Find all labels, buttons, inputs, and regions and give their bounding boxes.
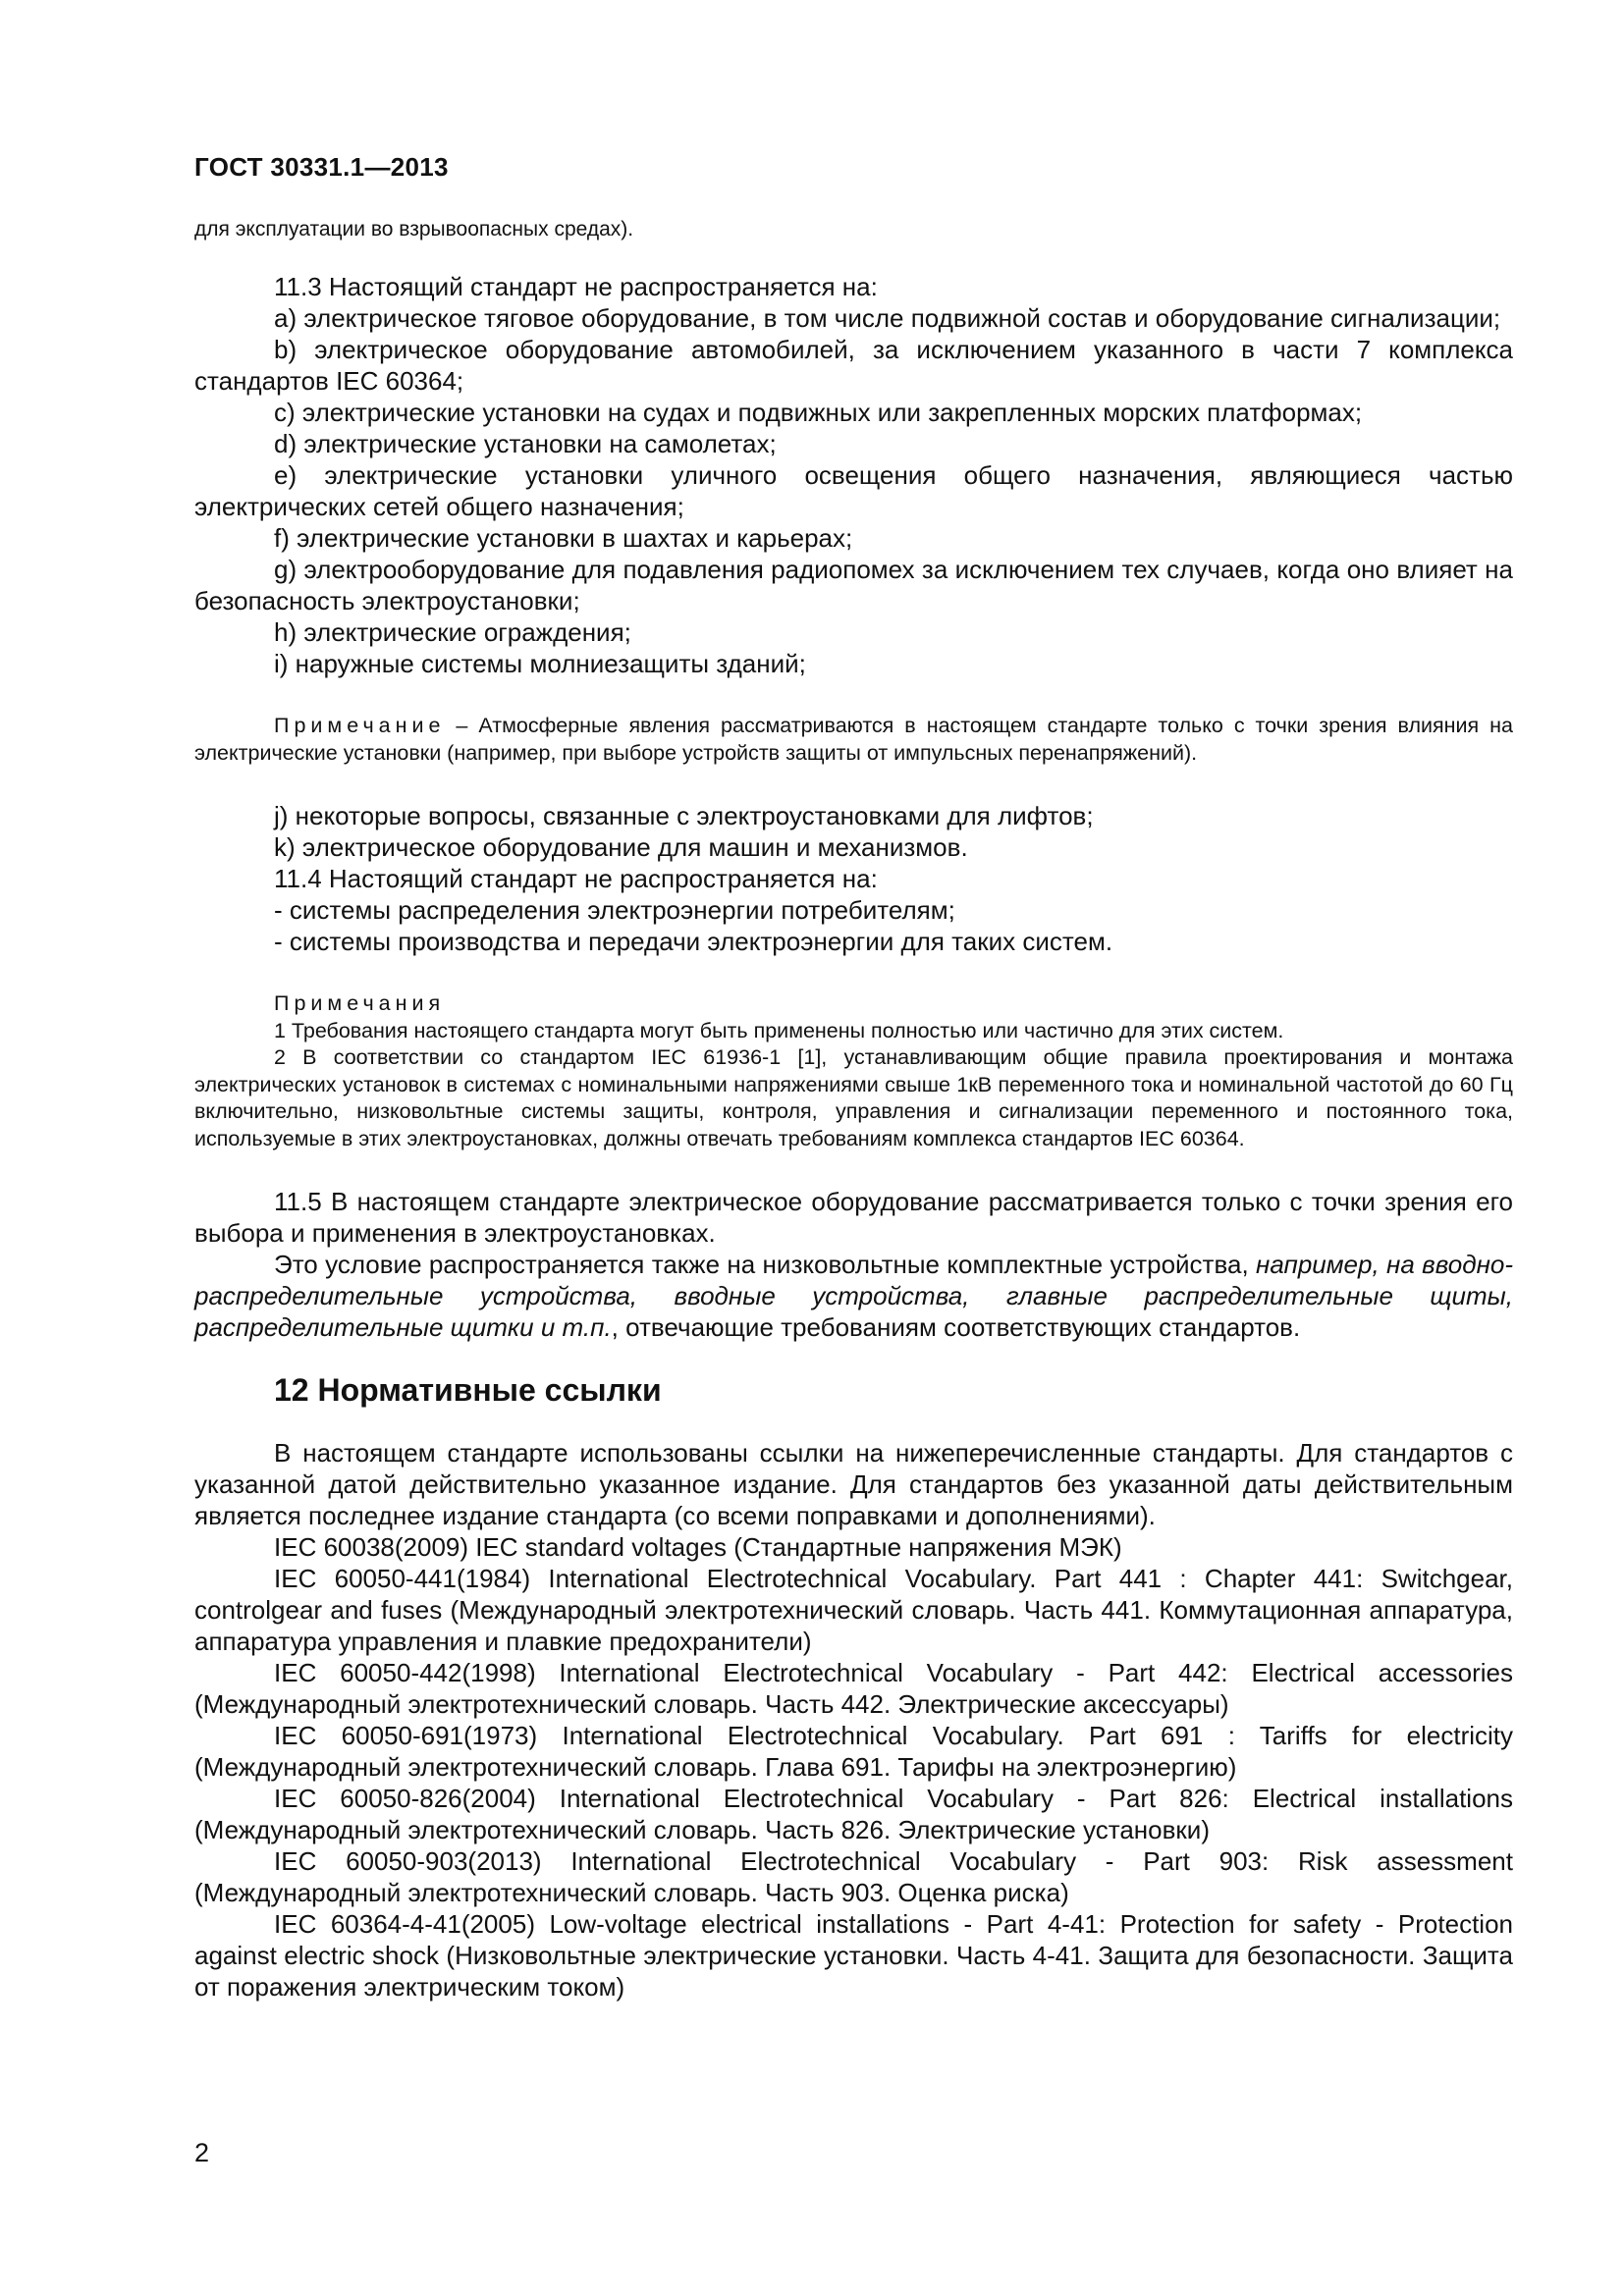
reference-item: IEC 60050-691(1973) International Electrotechnical Vocabulary. Part 691 : Tariffs for electricity (Международный электротехнический словарь. Глава 691. Тарифы на электроэнергию) bbox=[194, 1721, 1513, 1782]
note-text: – Атмосферные явления рассматриваются в настоящем стандарте только с точки зрения влияния на электрические установки (например, при выборе устройств защиты от импульсных перенапряжений). bbox=[194, 714, 1513, 765]
reference-item: IEC 60038(2009) IEC standard voltages (Стандартные напряжения МЭК) bbox=[274, 1532, 1122, 1562]
list-item: - системы производства и передачи электроэнергии для таких систем. bbox=[274, 927, 1113, 956]
note-label: Примечание bbox=[274, 714, 446, 737]
list-item: f) электрические установки в шахтах и карьерах; bbox=[274, 523, 853, 553]
reference-item: IEC 60050-903(2013) International Electrotechnical Vocabulary - Part 903: Risk assessment (Международный электротехнический словарь. Часть 903. Оценка риска) bbox=[194, 1846, 1513, 1907]
list-item: e) электрические установки уличного освещения общего назначения, являющиеся частью электрических сетей общего назначения; bbox=[194, 460, 1513, 521]
list-item: b) электрическое оборудование автомобилей, за исключением указанного в части 7 комплекса стандартов IEC 60364; bbox=[194, 335, 1513, 396]
list-item: h) электрические ограждения; bbox=[274, 617, 631, 647]
notes-label: Примечания bbox=[274, 991, 446, 1015]
section-12-title: 12 Нормативные ссылки bbox=[274, 1372, 662, 1408]
lead-fragment: для эксплуатации во взрывоопасных средах). bbox=[194, 218, 634, 240]
list-item: c) электрические установки на судах и подвижных или закрепленных морских платформах; bbox=[274, 398, 1363, 427]
list-item: i) наружные системы молниезащиты зданий; bbox=[274, 649, 806, 678]
page-body bbox=[194, 216, 1513, 2002]
list-item: d) электрические установки на самолетах; bbox=[274, 429, 777, 458]
document-code-header: ГОСТ 30331.1—2013 bbox=[194, 152, 449, 182]
reference-item: IEC 60050-441(1984) International Electrotechnical Vocabulary. Part 441 : Chapter 441: Switchgear, controlgear and fuses (Международный электротехнический словарь. Часть 441. Коммутационная аппаратура, аппаратура управления и плавкие предохранители) bbox=[194, 1564, 1513, 1656]
list-item: j) некоторые вопросы, связанные с электроустановками для лифтов; bbox=[274, 801, 1094, 830]
para2-end: , отвечающие требованиям соответствующих стандартов. bbox=[611, 1312, 1301, 1342]
list-item: g) электрооборудование для подавления радиопомех за исключением тех случаев, когда оно влияет на безопасность электроустановки; bbox=[194, 555, 1513, 615]
reference-item: IEC 60364-4-41(2005) Low-voltage electrical installations - Part 4-41: Protection for safety - Protection against electric shock (Низковольтные электрические установки. Часть 4-41. Защита для безопасности. Защита от поражения электрическим током) bbox=[194, 1909, 1513, 2002]
para2-start: Это условие распространяется также на низковольтные комплектные устройства, bbox=[274, 1250, 1257, 1279]
note-item: 2 В соответствии со стандартом IEC 61936-1 [1], устанавливающим общие правила проектирования и монтажа электрических установок в системах с номинальными напряжениями свыше 1кВ переменного тока и номинальной частотой до 60 Гц включительно, низковольтные системы защиты, контроля, управления и сигнализации переменного и постоянного тока, используемые в этих электроустановках, должны отвечать требованиям комплекса стандартов IEC 60364. bbox=[194, 1045, 1513, 1150]
para2-italic: например, на вводно-распределительные устройства, вводные устройства, главные распределительные щиты, распределительные щитки и т.п. bbox=[194, 1250, 1514, 1342]
clause-11-5-para2 bbox=[194, 1249, 1513, 1343]
reference-item: IEC 60050-442(1998) International Electrotechnical Vocabulary - Part 442: Electrical accessories (Международный электротехнический словарь. Часть 442. Электрические аксессуары) bbox=[194, 1658, 1513, 1719]
page-number: 2 bbox=[194, 2138, 210, 2167]
clause-11-3-intro: 11.3 Настоящий стандарт не распространяется на: bbox=[274, 272, 878, 301]
section-12-intro: В настоящем стандарте использованы ссылки на нижеперечисленные стандарты. Для стандартов с указанной датой действительно указанное издание. Для стандартов без указанной даты действительным является последнее издание стандарта (со всеми поправками и дополнениями). bbox=[194, 1438, 1513, 1530]
list-item: а) электрическое тяговое оборудование, в том числе подвижной состав и оборудование сигнализации; bbox=[274, 303, 1501, 333]
clause-11-4-intro: 11.4 Настоящий стандарт не распространяется на: bbox=[274, 864, 878, 893]
reference-item: IEC 60050-826(2004) International Electrotechnical Vocabulary - Part 826: Electrical installations (Международный электротехнический словарь. Часть 826. Электрические установки) bbox=[194, 1784, 1513, 1844]
note-11-3 bbox=[194, 713, 1513, 767]
list-item: k) электрическое оборудование для машин и механизмов. bbox=[274, 832, 968, 862]
note-item: 1 Требования настоящего стандарта могут быть применены полностью или частично для этих систем. bbox=[274, 1018, 1284, 1042]
list-item: - системы распределения электроэнергии потребителям; bbox=[274, 895, 955, 925]
clause-11-5-para1: 11.5 В настоящем стандарте электрическое оборудование рассматривается только с точки зрения его выбора и применения в электроустановках. bbox=[194, 1187, 1513, 1248]
